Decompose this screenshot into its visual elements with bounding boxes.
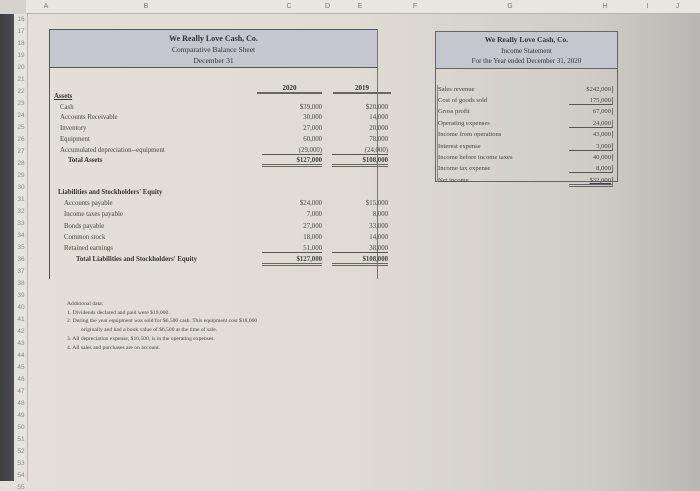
asset-2020-value[interactable]: (29,000) (262, 147, 322, 155)
row-header[interactable]: 49 (17, 412, 25, 419)
income-line-label[interactable]: Sales revenue (438, 86, 475, 93)
row-header[interactable]: 27 (17, 148, 25, 155)
row-header[interactable]: 20 (17, 64, 25, 71)
income-line-value[interactable]: 8,000 (569, 165, 613, 173)
asset-2020-value[interactable]: 60,000 (303, 136, 322, 143)
row-header[interactable]: 42 (17, 328, 25, 335)
income-line-label[interactable]: Cost of goods sold (438, 97, 488, 104)
asset-2019-value[interactable]: 20,000 (369, 125, 388, 132)
select-all-corner[interactable] (0, 0, 26, 14)
additional-data-item[interactable]: 2. During the year equipment was sold for $6,500 cash. This equipment cost $18,000 (67, 318, 258, 325)
column-header-e[interactable]: E (357, 3, 363, 10)
income-line-value[interactable]: 175,000 (569, 97, 613, 105)
row-header[interactable]: 26 (17, 136, 25, 143)
row-header[interactable]: 34 (17, 232, 25, 239)
asset-label[interactable]: Equipment (60, 136, 90, 143)
row-header[interactable]: 24 (17, 112, 25, 119)
row-header[interactable]: 28 (17, 160, 25, 167)
asset-label[interactable]: Accumulated depreciation--equipment (60, 147, 165, 154)
row-header[interactable]: 41 (17, 316, 25, 323)
row-header[interactable]: 29 (17, 172, 25, 179)
row-header[interactable]: 37 (17, 268, 25, 275)
row-header[interactable]: 51 (17, 436, 25, 443)
column-header-h[interactable]: H (602, 3, 608, 10)
row-header[interactable]: 16 (17, 16, 25, 23)
additional-data-item[interactable]: originally and had a book value of $6,500 at the time of sale. (81, 327, 218, 334)
row-header[interactable]: 17 (17, 28, 25, 35)
additional-data-item[interactable]: 1. Dividends declared and paid were $19,000. (67, 309, 170, 316)
asset-2019-value[interactable]: 14,000 (369, 114, 388, 121)
row-header[interactable]: 25 (17, 124, 25, 131)
asset-2020-value[interactable]: $39,000 (299, 104, 322, 111)
income-line-value[interactable]: 3,000 (569, 143, 613, 151)
row-header[interactable]: 39 (17, 292, 25, 299)
row-header[interactable]: 48 (17, 400, 25, 407)
income-line-value[interactable]: 24,000 (569, 120, 613, 128)
column-header-g[interactable]: G (507, 3, 513, 10)
column-header-j[interactable]: J (675, 3, 680, 10)
liability-label[interactable]: Bonds payable (64, 223, 105, 230)
row-header[interactable]: 44 (17, 352, 25, 359)
row-header[interactable]: 19 (17, 52, 25, 59)
additional-data (67, 300, 257, 352)
income-line-value[interactable]: $242,000 (569, 86, 613, 93)
liability-label[interactable]: Retained earnings (64, 245, 113, 252)
income-statement-company: We Really Love Cash, Co. (484, 35, 569, 44)
column-header-a[interactable]: A (43, 3, 49, 10)
liability-2019-value[interactable]: 14,000 (369, 234, 388, 241)
total-liabilities-2019[interactable]: $108,000 (332, 256, 388, 266)
row-header[interactable]: 43 (17, 340, 25, 347)
liability-2019-value[interactable]: 8,000 (372, 211, 388, 218)
row-header[interactable]: 52 (17, 448, 25, 455)
asset-label[interactable]: Inventory (60, 125, 87, 132)
column-header-b[interactable]: B (143, 3, 149, 10)
asset-2019-value[interactable]: (24,000) (332, 147, 388, 155)
row-header[interactable]: 55 (17, 484, 25, 491)
balance-sheet-header[interactable] (50, 30, 377, 68)
additional-data-heading[interactable]: Additional data: (67, 301, 104, 307)
liability-2020-value[interactable]: 7,000 (306, 211, 322, 218)
row-header[interactable]: 46 (17, 376, 25, 383)
column-header-d[interactable]: D (324, 3, 331, 10)
liability-label[interactable]: Common stock (64, 234, 106, 241)
row-header[interactable]: 22 (17, 88, 25, 95)
total-assets-2020[interactable]: $127,000 (262, 157, 322, 167)
liability-2020-value[interactable]: 27,000 (303, 223, 322, 230)
row-header[interactable]: 38 (17, 280, 25, 287)
row-header[interactable]: 50 (17, 424, 25, 431)
income-line-label[interactable]: Operating expenses (438, 120, 490, 127)
year-2019-header[interactable]: 2019 (333, 84, 391, 94)
column-header-i[interactable]: I (646, 3, 649, 10)
column-header-c[interactable]: C (286, 3, 292, 10)
liability-2020-value[interactable]: 51,000 (262, 245, 322, 253)
total-assets-2019[interactable]: $108,000 (332, 157, 388, 167)
column-header-bar (0, 0, 700, 14)
assets-heading[interactable]: Assets (54, 93, 73, 100)
income-line-value[interactable]: 43,000 (569, 131, 613, 138)
additional-data-item[interactable]: 3. All depreciation expense, $16,500, is in the operating expenses. (67, 335, 215, 342)
total-liabilities-label[interactable]: Total Liabilities and Stockholders' Equity (76, 256, 197, 263)
row-header[interactable]: 35 (17, 244, 25, 251)
row-header[interactable]: 47 (17, 388, 25, 395)
row-header[interactable]: 45 (17, 364, 25, 371)
row-header[interactable]: 30 (17, 184, 25, 191)
row-header-bar (14, 14, 28, 491)
income-line-label[interactable]: Net income (438, 177, 469, 184)
income-line-value[interactable]: 40,000 (569, 154, 613, 161)
balance-sheet-date: December 31 (193, 56, 234, 65)
row-header[interactable]: 53 (17, 460, 25, 467)
income-statement-header[interactable] (436, 32, 617, 69)
asset-2020-value[interactable]: 27,000 (303, 125, 322, 132)
asset-2019-value[interactable]: $20,000 (365, 104, 388, 111)
column-header-f[interactable]: F (412, 3, 418, 10)
additional-data-item[interactable]: 4. All sales and purchases are on account. (67, 344, 161, 351)
balance-sheet-company: We Really Love Cash, Co. (169, 34, 258, 43)
income-statement (435, 31, 618, 182)
balance-sheet (49, 29, 388, 279)
asset-2019-value[interactable]: 78,000 (369, 136, 388, 143)
asset-label[interactable]: Accounts Receivable (60, 114, 118, 121)
income-line-label[interactable]: Income before income taxes (438, 154, 513, 161)
liability-2019-value[interactable]: 38,000 (332, 245, 388, 253)
balance-sheet-title: Comparative Balance Sheet (171, 45, 256, 54)
row-header[interactable]: 33 (17, 220, 25, 227)
income-line-label[interactable]: Income from operations (438, 131, 502, 138)
liabilities-heading[interactable]: Liabilities and Stockholders' Equity (58, 189, 163, 196)
row-header[interactable]: 23 (17, 100, 25, 107)
year-2020-header[interactable]: 2020 (257, 84, 322, 94)
income-line-label[interactable]: Income tax expense (438, 165, 491, 172)
liability-2019-value[interactable]: $15,000 (365, 200, 388, 207)
asset-2020-value[interactable]: 30,000 (303, 114, 322, 121)
income-line-label[interactable]: Gross profit (438, 108, 470, 115)
row-header[interactable]: 21 (17, 76, 25, 83)
liability-2020-value[interactable]: $24,000 (299, 200, 322, 207)
total-liabilities-2020[interactable]: $127,000 (262, 256, 322, 266)
income-line-value[interactable]: 67,000 (569, 108, 613, 115)
income-line-label[interactable]: Interest expense (438, 143, 481, 150)
row-header[interactable]: 31 (17, 196, 25, 203)
row-header[interactable]: 54 (17, 472, 25, 479)
row-header[interactable]: 36 (17, 256, 25, 263)
income-statement-period: For the Year ended December 31, 2020 (471, 57, 582, 65)
income-statement-title: Income Statement (501, 46, 552, 55)
row-header[interactable]: 32 (17, 208, 25, 215)
liability-label[interactable]: Income taxes payable (64, 211, 123, 218)
row-header[interactable]: 18 (17, 40, 25, 47)
total-assets-label[interactable]: Total Assets (68, 157, 103, 164)
liability-2020-value[interactable]: 18,000 (303, 234, 322, 241)
net-income-value[interactable]: $32,000 (569, 177, 613, 187)
row-header[interactable]: 40 (17, 304, 25, 311)
liability-label[interactable]: Accounts payable (64, 200, 113, 207)
liability-2019-value[interactable]: 33,000 (369, 223, 388, 230)
asset-label[interactable]: Cash (60, 104, 74, 111)
